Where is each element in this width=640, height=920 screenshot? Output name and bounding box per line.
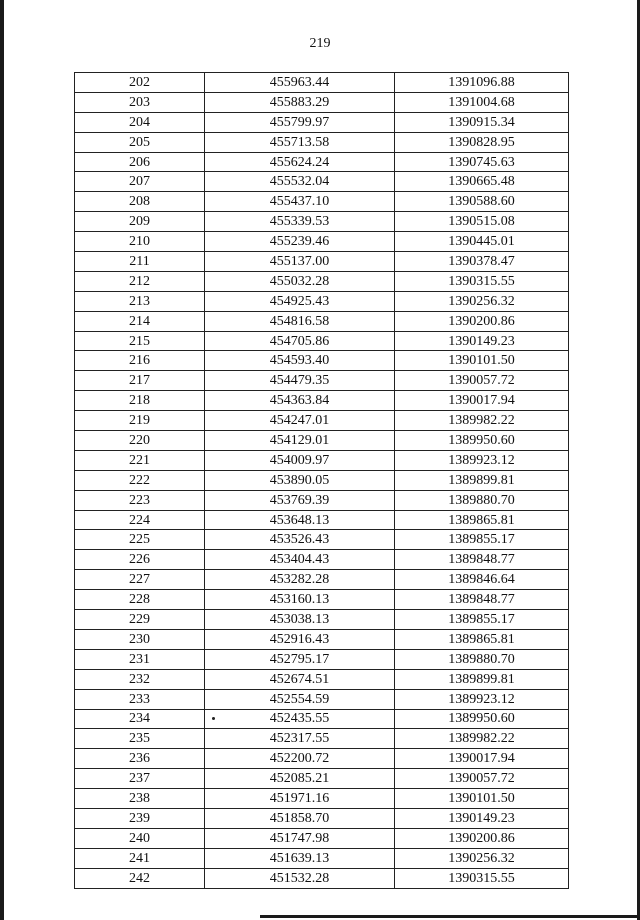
point-number-cell: 235 — [75, 729, 205, 749]
y-coordinate-cell: 1389848.77 — [395, 550, 569, 570]
table-row — [75, 411, 569, 431]
table-row — [75, 351, 569, 371]
x-coordinate-cell: 454363.84 — [205, 391, 395, 411]
x-coordinate-cell: 454593.40 — [205, 351, 395, 371]
y-coordinate-cell: 1390101.50 — [395, 789, 569, 809]
x-coordinate-cell: 452200.72 — [205, 749, 395, 769]
point-number-cell: 230 — [75, 629, 205, 649]
coordinate-table — [74, 72, 569, 889]
scan-speck — [212, 717, 215, 720]
point-number-cell: 228 — [75, 590, 205, 610]
table-row — [75, 669, 569, 689]
table-row — [75, 749, 569, 769]
table-row — [75, 311, 569, 331]
point-number-cell: 211 — [75, 252, 205, 272]
y-coordinate-cell: 1389848.77 — [395, 590, 569, 610]
point-number-cell: 215 — [75, 331, 205, 351]
y-coordinate-cell: 1389880.70 — [395, 490, 569, 510]
table-row — [75, 391, 569, 411]
point-number-cell: 224 — [75, 510, 205, 530]
y-coordinate-cell: 1390915.34 — [395, 112, 569, 132]
point-number-cell: 213 — [75, 291, 205, 311]
point-number-cell: 212 — [75, 271, 205, 291]
y-coordinate-cell: 1389899.81 — [395, 470, 569, 490]
point-number-cell: 208 — [75, 192, 205, 212]
y-coordinate-cell: 1391096.88 — [395, 73, 569, 93]
point-number-cell: 242 — [75, 868, 205, 888]
point-number-cell: 214 — [75, 311, 205, 331]
point-number-cell: 225 — [75, 530, 205, 550]
table-row — [75, 610, 569, 630]
point-number-cell: 221 — [75, 450, 205, 470]
x-coordinate-cell: 453160.13 — [205, 590, 395, 610]
y-coordinate-cell: 1389880.70 — [395, 649, 569, 669]
y-coordinate-cell: 1389923.12 — [395, 689, 569, 709]
point-number-cell: 216 — [75, 351, 205, 371]
x-coordinate-cell: 455799.97 — [205, 112, 395, 132]
table-row — [75, 709, 569, 729]
x-coordinate-cell: 453526.43 — [205, 530, 395, 550]
x-coordinate-cell: 453890.05 — [205, 470, 395, 490]
x-coordinate-cell: 451747.98 — [205, 828, 395, 848]
y-coordinate-cell: 1389899.81 — [395, 669, 569, 689]
x-coordinate-cell: 455963.44 — [205, 73, 395, 93]
table-row — [75, 590, 569, 610]
point-number-cell: 231 — [75, 649, 205, 669]
y-coordinate-cell: 1390828.95 — [395, 132, 569, 152]
x-coordinate-cell: 454816.58 — [205, 311, 395, 331]
table-row — [75, 550, 569, 570]
x-coordinate-cell: 453769.39 — [205, 490, 395, 510]
table-row — [75, 232, 569, 252]
y-coordinate-cell: 1390588.60 — [395, 192, 569, 212]
x-coordinate-cell: 454925.43 — [205, 291, 395, 311]
y-coordinate-cell: 1390057.72 — [395, 769, 569, 789]
x-coordinate-cell: 452674.51 — [205, 669, 395, 689]
y-coordinate-cell: 1390256.32 — [395, 291, 569, 311]
table-row — [75, 729, 569, 749]
point-number-cell: 232 — [75, 669, 205, 689]
x-coordinate-cell: 453282.28 — [205, 570, 395, 590]
point-number-cell: 237 — [75, 769, 205, 789]
y-coordinate-cell: 1389865.81 — [395, 510, 569, 530]
point-number-cell: 220 — [75, 431, 205, 451]
x-coordinate-cell: 455883.29 — [205, 92, 395, 112]
scan-edge-bottom — [260, 915, 640, 918]
table-row — [75, 808, 569, 828]
point-number-cell: 219 — [75, 411, 205, 431]
table-row — [75, 510, 569, 530]
table-row — [75, 152, 569, 172]
table-row — [75, 252, 569, 272]
table-row — [75, 212, 569, 232]
point-number-cell: 223 — [75, 490, 205, 510]
table-row — [75, 868, 569, 888]
x-coordinate-cell: 452435.55 — [205, 709, 395, 729]
x-coordinate-cell: 452317.55 — [205, 729, 395, 749]
y-coordinate-cell: 1389855.17 — [395, 610, 569, 630]
y-coordinate-cell: 1390665.48 — [395, 172, 569, 192]
point-number-cell: 207 — [75, 172, 205, 192]
point-number-cell: 218 — [75, 391, 205, 411]
point-number-cell: 241 — [75, 848, 205, 868]
y-coordinate-cell: 1390017.94 — [395, 749, 569, 769]
point-number-cell: 222 — [75, 470, 205, 490]
x-coordinate-cell: 453038.13 — [205, 610, 395, 630]
y-coordinate-cell: 1389982.22 — [395, 411, 569, 431]
y-coordinate-cell: 1390745.63 — [395, 152, 569, 172]
table-row — [75, 789, 569, 809]
y-coordinate-cell: 1389950.60 — [395, 709, 569, 729]
y-coordinate-cell: 1390256.32 — [395, 848, 569, 868]
y-coordinate-cell: 1390017.94 — [395, 391, 569, 411]
point-number-cell: 236 — [75, 749, 205, 769]
x-coordinate-cell: 452795.17 — [205, 649, 395, 669]
y-coordinate-cell: 1390200.86 — [395, 311, 569, 331]
y-coordinate-cell: 1391004.68 — [395, 92, 569, 112]
x-coordinate-cell: 454705.86 — [205, 331, 395, 351]
table-row — [75, 450, 569, 470]
point-number-cell: 203 — [75, 92, 205, 112]
table-row — [75, 291, 569, 311]
point-number-cell: 227 — [75, 570, 205, 590]
table-row — [75, 331, 569, 351]
y-coordinate-cell: 1390378.47 — [395, 252, 569, 272]
x-coordinate-cell: 454247.01 — [205, 411, 395, 431]
table-row — [75, 132, 569, 152]
x-coordinate-cell: 455032.28 — [205, 271, 395, 291]
table-row — [75, 649, 569, 669]
point-number-cell: 238 — [75, 789, 205, 809]
x-coordinate-cell: 455339.53 — [205, 212, 395, 232]
point-number-cell: 233 — [75, 689, 205, 709]
point-number-cell: 206 — [75, 152, 205, 172]
point-number-cell: 204 — [75, 112, 205, 132]
x-coordinate-cell: 451858.70 — [205, 808, 395, 828]
scan-edge-left — [0, 0, 4, 920]
x-coordinate-cell: 452916.43 — [205, 629, 395, 649]
point-number-cell: 234 — [75, 709, 205, 729]
y-coordinate-cell: 1390315.55 — [395, 271, 569, 291]
y-coordinate-cell: 1389982.22 — [395, 729, 569, 749]
x-coordinate-cell: 452554.59 — [205, 689, 395, 709]
x-coordinate-cell: 454479.35 — [205, 371, 395, 391]
coordinate-table-body — [75, 73, 569, 889]
table-row — [75, 629, 569, 649]
table-row — [75, 371, 569, 391]
x-coordinate-cell: 455713.58 — [205, 132, 395, 152]
y-coordinate-cell: 1390149.23 — [395, 331, 569, 351]
point-number-cell: 205 — [75, 132, 205, 152]
y-coordinate-cell: 1390101.50 — [395, 351, 569, 371]
y-coordinate-cell: 1389950.60 — [395, 431, 569, 451]
x-coordinate-cell: 455624.24 — [205, 152, 395, 172]
table-row — [75, 490, 569, 510]
table-row — [75, 848, 569, 868]
y-coordinate-cell: 1389855.17 — [395, 530, 569, 550]
point-number-cell: 209 — [75, 212, 205, 232]
table-row — [75, 92, 569, 112]
table-row — [75, 192, 569, 212]
point-number-cell: 229 — [75, 610, 205, 630]
x-coordinate-cell: 455137.00 — [205, 252, 395, 272]
table-row — [75, 470, 569, 490]
table-row — [75, 73, 569, 93]
x-coordinate-cell: 454129.01 — [205, 431, 395, 451]
point-number-cell: 202 — [75, 73, 205, 93]
table-row — [75, 828, 569, 848]
table-row — [75, 112, 569, 132]
point-number-cell: 210 — [75, 232, 205, 252]
table-row — [75, 172, 569, 192]
x-coordinate-cell: 451532.28 — [205, 868, 395, 888]
point-number-cell: 217 — [75, 371, 205, 391]
y-coordinate-cell: 1390200.86 — [395, 828, 569, 848]
x-coordinate-cell: 454009.97 — [205, 450, 395, 470]
y-coordinate-cell: 1390149.23 — [395, 808, 569, 828]
x-coordinate-cell: 451971.16 — [205, 789, 395, 809]
y-coordinate-cell: 1390057.72 — [395, 371, 569, 391]
x-coordinate-cell: 451639.13 — [205, 848, 395, 868]
x-coordinate-cell: 453404.43 — [205, 550, 395, 570]
point-number-cell: 239 — [75, 808, 205, 828]
x-coordinate-cell: 455532.04 — [205, 172, 395, 192]
y-coordinate-cell: 1390515.08 — [395, 212, 569, 232]
y-coordinate-cell: 1389923.12 — [395, 450, 569, 470]
x-coordinate-cell: 455437.10 — [205, 192, 395, 212]
point-number-cell: 226 — [75, 550, 205, 570]
table-row — [75, 530, 569, 550]
x-coordinate-cell: 452085.21 — [205, 769, 395, 789]
y-coordinate-cell: 1389865.81 — [395, 629, 569, 649]
x-coordinate-cell: 455239.46 — [205, 232, 395, 252]
table-row — [75, 431, 569, 451]
y-coordinate-cell: 1390445.01 — [395, 232, 569, 252]
x-coordinate-cell: 453648.13 — [205, 510, 395, 530]
table-row — [75, 271, 569, 291]
point-number-cell: 240 — [75, 828, 205, 848]
table-row — [75, 769, 569, 789]
table-row — [75, 570, 569, 590]
y-coordinate-cell: 1390315.55 — [395, 868, 569, 888]
page-number: 219 — [309, 36, 331, 51]
y-coordinate-cell: 1389846.64 — [395, 570, 569, 590]
table-row — [75, 689, 569, 709]
